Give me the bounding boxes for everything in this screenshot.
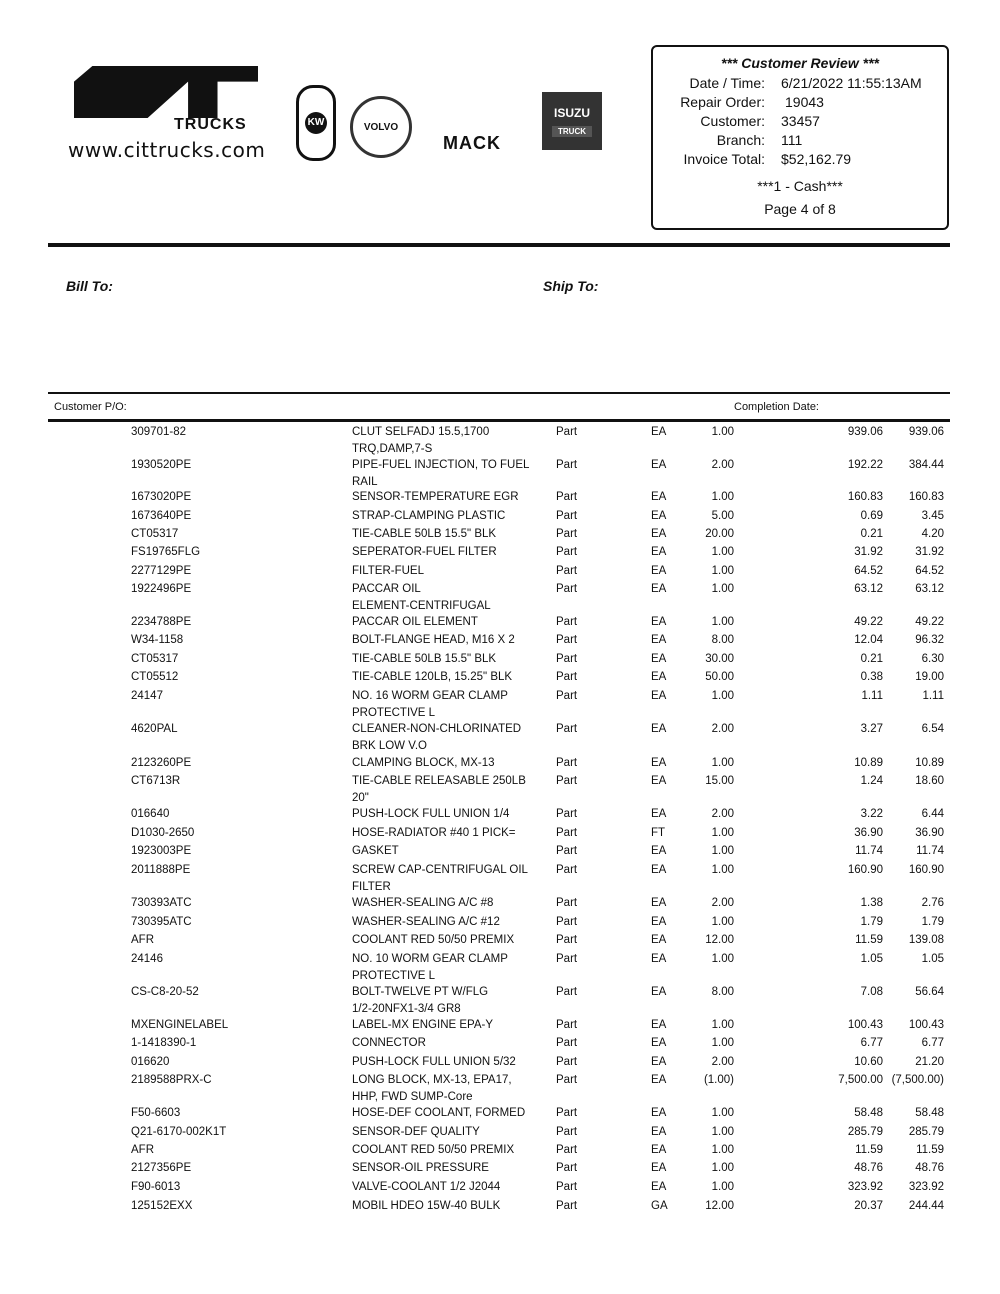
part-number: 24146 xyxy=(131,953,163,965)
quantity: 20.00 xyxy=(705,528,734,540)
description: TIE-CABLE RELEASABLE 250LB xyxy=(352,775,526,787)
description: LABEL-MX ENGINE EPA-Y xyxy=(352,1019,494,1031)
invoice-total-value: $52,162.79 xyxy=(781,151,852,167)
extended-price: 6.44 xyxy=(921,808,944,820)
unit-price: 10.89 xyxy=(854,757,883,769)
quantity: (1.00) xyxy=(703,1074,734,1086)
part-number: 2234788PE xyxy=(131,616,192,628)
extended-price: 6.30 xyxy=(921,653,944,665)
description: HOSE-RADIATOR #40 1 PICK= xyxy=(352,827,516,839)
part-number: 4620PAL xyxy=(131,723,178,735)
isuzu-logo-subtext: TRUCK xyxy=(552,126,592,137)
unit-price: 10.60 xyxy=(854,1056,883,1068)
part-number: CT05317 xyxy=(131,653,179,665)
description: VALVE-COOLANT 1/2 J2044 xyxy=(352,1181,501,1193)
extended-price: (7,500.00) xyxy=(891,1074,944,1086)
unit-price: 100.43 xyxy=(847,1019,883,1031)
extended-price: 139.08 xyxy=(908,934,944,946)
kenworth-logo-text: KW xyxy=(305,112,327,134)
unit-price: 1.38 xyxy=(860,897,883,909)
description: NO. 10 WORM GEAR CLAMP xyxy=(352,953,508,965)
description: WASHER-SEALING A/C #12 xyxy=(352,916,500,928)
quantity: 2.00 xyxy=(711,459,734,471)
kenworth-logo xyxy=(296,85,336,161)
unit-price: 11.74 xyxy=(855,845,883,857)
description-line-2: 20" xyxy=(352,792,369,804)
line-type: Part xyxy=(556,845,578,857)
extended-price: 2.76 xyxy=(921,897,944,909)
description-line-2: ELEMENT-CENTRIFUGAL xyxy=(352,600,491,612)
table-top-rule xyxy=(48,392,950,394)
line-type: Part xyxy=(556,934,578,946)
line-type: Part xyxy=(556,864,578,876)
quantity: 1.00 xyxy=(711,757,734,769)
unit-of-measure: EA xyxy=(651,1144,667,1156)
repair-order-value: 19043 xyxy=(785,94,824,110)
unit-of-measure: EA xyxy=(651,426,667,438)
quantity: 12.00 xyxy=(705,1200,734,1212)
part-number: CS-C8-20-52 xyxy=(131,986,199,998)
unit-price: 11.59 xyxy=(855,1144,883,1156)
part-number: CT05317 xyxy=(131,528,179,540)
part-number: 1673020PE xyxy=(131,491,192,503)
description: PACCAR OIL ELEMENT xyxy=(352,616,478,628)
quantity: 1.00 xyxy=(711,1019,734,1031)
description: CONNECTOR xyxy=(352,1037,426,1049)
extended-price: 64.52 xyxy=(915,565,944,577)
quantity: 1.00 xyxy=(711,1126,734,1138)
quantity: 1.00 xyxy=(711,845,734,857)
unit-of-measure: EA xyxy=(651,1107,667,1119)
extended-price: 19.00 xyxy=(915,671,944,683)
part-number: 1930520PE xyxy=(131,459,192,471)
unit-of-measure: EA xyxy=(651,1056,667,1068)
part-number: 730395ATC xyxy=(131,916,192,928)
extended-price: 10.89 xyxy=(915,757,944,769)
description: LONG BLOCK, MX-13, EPA17, xyxy=(352,1074,512,1086)
quantity: 8.00 xyxy=(711,634,734,646)
line-type: Part xyxy=(556,671,578,683)
isuzu-logo xyxy=(542,92,602,150)
extended-price: 100.43 xyxy=(908,1019,944,1031)
unit-price: 0.21 xyxy=(860,653,883,665)
date-time-value: 6/21/2022 11:55:13AM xyxy=(781,75,922,91)
part-number: 1923003PE xyxy=(131,845,192,857)
description: NO. 16 WORM GEAR CLAMP xyxy=(352,690,508,702)
part-number: D1030-2650 xyxy=(131,827,195,839)
line-type: Part xyxy=(556,653,578,665)
line-type: Part xyxy=(556,1200,578,1212)
line-type: Part xyxy=(556,953,578,965)
description-line-2: 1/2-20NFX1-3/4 GR8 xyxy=(352,1003,461,1015)
description: PACCAR OIL xyxy=(352,583,421,595)
quantity: 1.00 xyxy=(711,1181,734,1193)
extended-price: 160.83 xyxy=(908,491,944,503)
unit-of-measure: EA xyxy=(651,510,667,522)
unit-of-measure: EA xyxy=(651,653,667,665)
review-title: *** Customer Review *** xyxy=(721,55,879,71)
line-type: Part xyxy=(556,723,578,735)
website-url: www.cittrucks.com xyxy=(68,138,266,162)
unit-price: 31.92 xyxy=(854,546,883,558)
line-type: Part xyxy=(556,459,578,471)
line-type: Part xyxy=(556,1107,578,1119)
unit-price: 1.11 xyxy=(861,690,883,702)
part-number: 2189588PRX-C xyxy=(131,1074,212,1086)
part-number: CT05512 xyxy=(131,671,179,683)
line-type: Part xyxy=(556,690,578,702)
line-type: Part xyxy=(556,1181,578,1193)
part-number: 1922496PE xyxy=(131,583,192,595)
description-line-2: RAIL xyxy=(352,476,378,488)
unit-of-measure: EA xyxy=(651,1126,667,1138)
description: WASHER-SEALING A/C #8 xyxy=(352,897,494,909)
line-type: Part xyxy=(556,986,578,998)
cit-trucks-logo xyxy=(68,62,268,162)
description: COOLANT RED 50/50 PREMIX xyxy=(352,1144,515,1156)
line-type: Part xyxy=(556,1074,578,1086)
extended-price: 18.60 xyxy=(915,775,944,787)
part-number: 2277129PE xyxy=(131,565,192,577)
description-line-2: HHP, FWD SUMP-Core xyxy=(352,1091,473,1103)
quantity: 1.00 xyxy=(711,616,734,628)
line-type: Part xyxy=(556,426,578,438)
quantity: 1.00 xyxy=(711,864,734,876)
unit-price: 939.06 xyxy=(847,426,883,438)
unit-price: 3.27 xyxy=(860,723,883,735)
customer-po-label: Customer P/O: xyxy=(54,401,127,413)
page-indicator: Page 4 of 8 xyxy=(764,201,836,217)
mack-logo xyxy=(424,94,520,154)
line-type: Part xyxy=(556,775,578,787)
unit-of-measure: EA xyxy=(651,459,667,471)
unit-of-measure: EA xyxy=(651,1037,667,1049)
line-type: Part xyxy=(556,1019,578,1031)
unit-of-measure: EA xyxy=(651,934,667,946)
extended-price: 6.54 xyxy=(921,723,944,735)
unit-of-measure: EA xyxy=(651,897,667,909)
unit-price: 48.76 xyxy=(854,1162,883,1174)
quantity: 5.00 xyxy=(711,510,734,522)
description: SENSOR-DEF QUALITY xyxy=(352,1126,480,1138)
description: CLEANER-NON-CHLORINATED xyxy=(352,723,522,735)
unit-price: 0.69 xyxy=(860,510,883,522)
part-number: 1-1418390-1 xyxy=(131,1037,197,1049)
line-type: Part xyxy=(556,1037,578,1049)
quantity: 1.00 xyxy=(711,1107,734,1119)
description: GASKET xyxy=(352,845,399,857)
customer-label: Customer: xyxy=(700,113,765,129)
quantity: 1.00 xyxy=(711,565,734,577)
mack-logo-text: MACK xyxy=(443,133,501,153)
invoice-total-label: Invoice Total: xyxy=(683,151,765,167)
unit-price: 0.21 xyxy=(860,528,883,540)
line-type: Part xyxy=(556,583,578,595)
extended-price: 48.76 xyxy=(915,1162,944,1174)
extended-price: 3.45 xyxy=(921,510,944,522)
description: SEPERATOR-FUEL FILTER xyxy=(352,546,497,558)
extended-price: 160.90 xyxy=(908,864,944,876)
unit-price: 36.90 xyxy=(854,827,883,839)
branch-value: 111 xyxy=(781,132,803,148)
part-number: 2011888PE xyxy=(131,864,191,876)
description: MOBIL HDEO 15W-40 BULK xyxy=(352,1200,501,1212)
part-number: MXENGINELABEL xyxy=(131,1019,229,1031)
extended-price: 56.64 xyxy=(915,986,944,998)
unit-price: 6.77 xyxy=(860,1037,883,1049)
quantity: 50.00 xyxy=(705,671,734,683)
unit-of-measure: FT xyxy=(651,827,666,839)
description: SCREW CAP-CENTRIFUGAL OIL xyxy=(352,864,528,876)
logo-trucks-word: TRUCKS xyxy=(174,116,247,133)
date-time-label: Date / Time: xyxy=(689,75,765,91)
part-number: 24147 xyxy=(131,690,163,702)
line-type: Part xyxy=(556,491,578,503)
quantity: 1.00 xyxy=(711,953,734,965)
unit-price: 323.92 xyxy=(847,1181,883,1193)
quantity: 30.00 xyxy=(705,653,734,665)
line-type: Part xyxy=(556,510,578,522)
payment-method: ***1 - Cash*** xyxy=(757,178,843,194)
description: PIPE-FUEL INJECTION, TO FUEL xyxy=(352,459,530,471)
line-type: Part xyxy=(556,1056,578,1068)
ship-to-label: Ship To: xyxy=(543,278,599,294)
description: CLAMPING BLOCK, MX-13 xyxy=(352,757,495,769)
quantity: 1.00 xyxy=(711,491,734,503)
unit-of-measure: EA xyxy=(651,723,667,735)
part-number: 016640 xyxy=(131,808,170,820)
quantity: 1.00 xyxy=(711,1037,734,1049)
quantity: 8.00 xyxy=(711,986,734,998)
description: HOSE-DEF COOLANT, FORMED xyxy=(352,1107,526,1119)
unit-of-measure: EA xyxy=(651,1074,667,1086)
extended-price: 31.92 xyxy=(915,546,944,558)
unit-price: 12.04 xyxy=(854,634,883,646)
unit-of-measure: EA xyxy=(651,1162,667,1174)
part-number: CT6713R xyxy=(131,775,181,787)
unit-price: 20.37 xyxy=(854,1200,883,1212)
extended-price: 384.44 xyxy=(908,459,944,471)
part-number: AFR xyxy=(131,934,154,946)
extended-price: 11.59 xyxy=(916,1144,944,1156)
quantity: 1.00 xyxy=(711,426,734,438)
quantity: 2.00 xyxy=(711,808,734,820)
description: TIE-CABLE 120LB, 15.25" BLK xyxy=(352,671,513,683)
unit-of-measure: EA xyxy=(651,986,667,998)
description-line-2: PROTECTIVE L xyxy=(352,707,436,719)
part-number: F50-6603 xyxy=(131,1107,181,1119)
quantity: 2.00 xyxy=(711,1056,734,1068)
unit-of-measure: EA xyxy=(651,916,667,928)
description-line-2: PROTECTIVE L xyxy=(352,970,436,982)
unit-of-measure: EA xyxy=(651,1019,667,1031)
unit-of-measure: EA xyxy=(651,775,667,787)
part-number: 2123260PE xyxy=(131,757,192,769)
part-number: F90-6013 xyxy=(131,1181,181,1193)
unit-of-measure: EA xyxy=(651,616,667,628)
description-line-2: FILTER xyxy=(352,881,391,893)
part-number: W34-1158 xyxy=(131,634,184,646)
line-type: Part xyxy=(556,827,578,839)
line-type: Part xyxy=(556,616,578,628)
unit-price: 1.24 xyxy=(860,775,883,787)
quantity: 1.00 xyxy=(711,1162,734,1174)
extended-price: 4.20 xyxy=(921,528,944,540)
description: SENSOR-OIL PRESSURE xyxy=(352,1162,489,1174)
unit-of-measure: EA xyxy=(651,845,667,857)
description: SENSOR-TEMPERATURE EGR xyxy=(352,491,519,503)
extended-price: 96.32 xyxy=(915,634,944,646)
unit-price: 0.38 xyxy=(860,671,883,683)
customer-review-box xyxy=(651,45,949,230)
header-divider xyxy=(48,243,950,247)
extended-price: 36.90 xyxy=(915,827,944,839)
unit-of-measure: EA xyxy=(651,565,667,577)
unit-of-measure: EA xyxy=(651,864,667,876)
description-line-2: TRQ,DAMP,7-S xyxy=(352,443,433,455)
extended-price: 1.11 xyxy=(922,690,944,702)
description-line-2: BRK LOW V.O xyxy=(352,740,427,752)
quantity: 2.00 xyxy=(711,723,734,735)
line-type: Part xyxy=(556,565,578,577)
line-type: Part xyxy=(556,528,578,540)
extended-price: 1.79 xyxy=(921,916,944,928)
unit-of-measure: EA xyxy=(651,583,667,595)
unit-price: 1.79 xyxy=(860,916,883,928)
quantity: 1.00 xyxy=(711,916,734,928)
description: PUSH-LOCK FULL UNION 5/32 xyxy=(352,1056,516,1068)
volvo-logo xyxy=(350,96,412,158)
description: TIE-CABLE 50LB 15.5" BLK xyxy=(352,653,497,665)
extended-price: 21.20 xyxy=(915,1056,944,1068)
line-type: Part xyxy=(556,808,578,820)
description: STRAP-CLAMPING PLASTIC xyxy=(352,510,506,522)
extended-price: 58.48 xyxy=(915,1107,944,1119)
unit-price: 1.05 xyxy=(860,953,883,965)
quantity: 1.00 xyxy=(711,583,734,595)
unit-price: 7,500.00 xyxy=(838,1074,883,1086)
extended-price: 244.44 xyxy=(908,1200,944,1212)
part-number: 016620 xyxy=(131,1056,170,1068)
quantity: 1.00 xyxy=(711,827,734,839)
extended-price: 285.79 xyxy=(908,1126,944,1138)
part-number: Q21-6170-002K1T xyxy=(131,1126,227,1138)
part-number: 730393ATC xyxy=(131,897,192,909)
description: PUSH-LOCK FULL UNION 1/4 xyxy=(352,808,510,820)
volvo-logo-text: VOLVO xyxy=(363,121,399,133)
unit-of-measure: GA xyxy=(651,1200,668,1212)
description: BOLT-FLANGE HEAD, M16 X 2 xyxy=(352,634,515,646)
quantity: 1.00 xyxy=(711,690,734,702)
part-number: 125152EXX xyxy=(131,1200,193,1212)
unit-price: 11.59 xyxy=(855,934,883,946)
isuzu-logo-text: ISUZU xyxy=(554,105,590,120)
table-header-rule xyxy=(48,419,950,422)
repair-order-label: Repair Order: xyxy=(680,94,765,110)
unit-of-measure: EA xyxy=(651,808,667,820)
unit-price: 49.22 xyxy=(854,616,883,628)
part-number: 309701-82 xyxy=(131,426,186,438)
unit-of-measure: EA xyxy=(651,528,667,540)
part-number: 2127356PE xyxy=(131,1162,192,1174)
unit-price: 192.22 xyxy=(847,459,883,471)
description: COOLANT RED 50/50 PREMIX xyxy=(352,934,515,946)
description: FILTER-FUEL xyxy=(352,565,424,577)
extended-price: 11.74 xyxy=(916,845,944,857)
unit-of-measure: EA xyxy=(651,546,667,558)
branch-label: Branch: xyxy=(716,132,765,148)
unit-of-measure: EA xyxy=(651,690,667,702)
quantity: 2.00 xyxy=(711,897,734,909)
unit-of-measure: EA xyxy=(651,757,667,769)
quantity: 15.00 xyxy=(705,775,734,787)
part-number: 1673640PE xyxy=(131,510,192,522)
cit-logo-mark xyxy=(74,66,258,118)
description: BOLT-TWELVE PT W/FLG xyxy=(352,986,489,998)
unit-price: 160.83 xyxy=(847,491,883,503)
unit-price: 58.48 xyxy=(854,1107,883,1119)
line-type: Part xyxy=(556,1162,578,1174)
description: TIE-CABLE 50LB 15.5" BLK xyxy=(352,528,497,540)
unit-price: 3.22 xyxy=(860,808,883,820)
unit-of-measure: EA xyxy=(651,491,667,503)
unit-of-measure: EA xyxy=(651,953,667,965)
line-type: Part xyxy=(556,634,578,646)
part-number: FS19765FLG xyxy=(131,546,201,558)
extended-price: 63.12 xyxy=(915,583,944,595)
line-type: Part xyxy=(556,897,578,909)
part-number: AFR xyxy=(131,1144,154,1156)
unit-of-measure: EA xyxy=(651,671,667,683)
unit-of-measure: EA xyxy=(651,1181,667,1193)
extended-price: 6.77 xyxy=(921,1037,944,1049)
quantity: 12.00 xyxy=(705,934,734,946)
line-type: Part xyxy=(556,757,578,769)
customer-value: 33457 xyxy=(781,113,820,129)
line-type: Part xyxy=(556,1144,578,1156)
unit-price: 160.90 xyxy=(847,864,883,876)
line-type: Part xyxy=(556,546,578,558)
unit-price: 7.08 xyxy=(860,986,883,998)
unit-price: 64.52 xyxy=(854,565,883,577)
quantity: 1.00 xyxy=(711,1144,734,1156)
completion-date-label: Completion Date: xyxy=(734,401,819,413)
unit-price: 63.12 xyxy=(854,583,883,595)
bill-to-label: Bill To: xyxy=(66,278,113,294)
extended-price: 323.92 xyxy=(908,1181,944,1193)
extended-price: 1.05 xyxy=(921,953,944,965)
unit-of-measure: EA xyxy=(651,634,667,646)
line-type: Part xyxy=(556,916,578,928)
extended-price: 49.22 xyxy=(915,616,944,628)
description: CLUT SELFADJ 15.5,1700 xyxy=(352,426,490,438)
quantity: 1.00 xyxy=(711,546,734,558)
unit-price: 285.79 xyxy=(847,1126,883,1138)
extended-price: 939.06 xyxy=(908,426,944,438)
line-type: Part xyxy=(556,1126,578,1138)
